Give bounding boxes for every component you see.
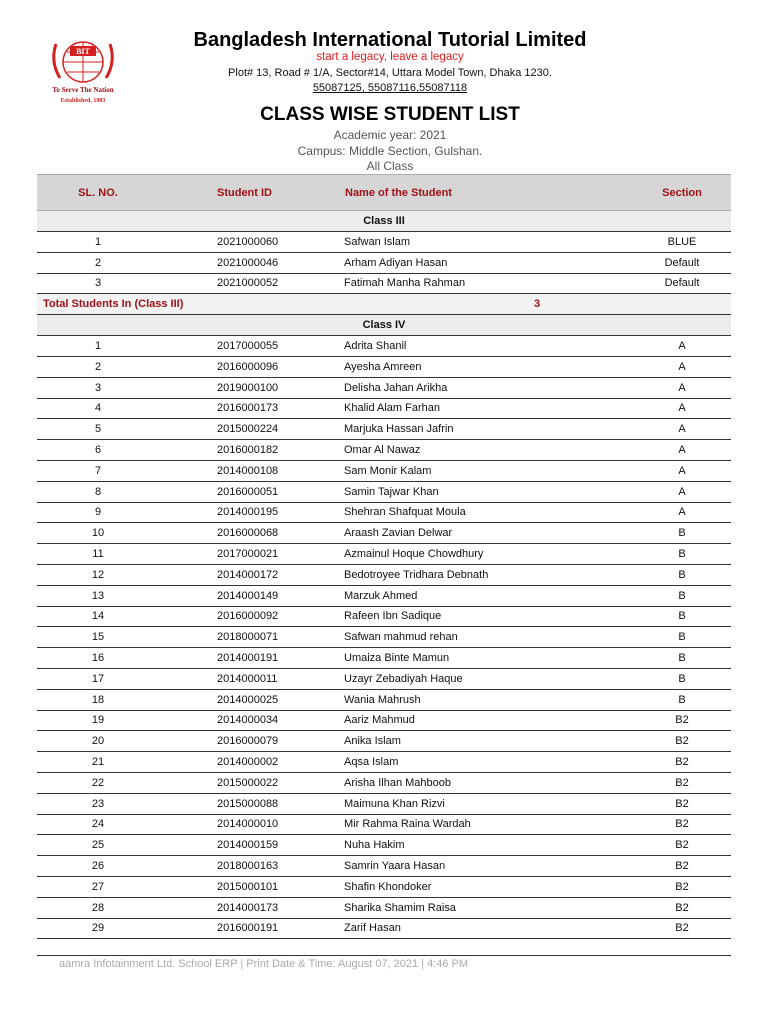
student-id: 2015000101	[159, 876, 344, 897]
student-id: 2021000060	[159, 232, 344, 253]
student-id: 2021000046	[159, 252, 344, 273]
sl-no: 17	[37, 668, 159, 689]
sl-no: 1	[37, 232, 159, 253]
student-name: Samin Tajwar Khan	[344, 481, 633, 502]
sl-no: 12	[37, 564, 159, 585]
col-sl: SL. NO.	[37, 175, 159, 211]
section: B2	[633, 772, 731, 793]
sl-no: 7	[37, 460, 159, 481]
section: A	[633, 336, 731, 357]
student-name: Marjuka Hassan Jafrin	[344, 419, 633, 440]
report-title: CLASS WISE STUDENT LIST	[260, 104, 520, 125]
table-row	[37, 731, 731, 752]
student-id: 2016000173	[159, 398, 344, 419]
table-row	[37, 814, 731, 835]
section: B2	[633, 752, 731, 773]
section: A	[633, 377, 731, 398]
student-id: 2018000163	[159, 856, 344, 877]
student-id: 2014000173	[159, 897, 344, 918]
section: B2	[633, 918, 731, 939]
class-name: Class III	[37, 211, 731, 232]
table-row	[37, 793, 731, 814]
student-id: 2016000096	[159, 356, 344, 377]
student-name: Delisha Jahan Arikha	[344, 377, 633, 398]
student-table	[37, 174, 731, 939]
student-name: Marzuk Ahmed	[344, 585, 633, 606]
student-name: Sharika Shamim Raisa	[344, 897, 633, 918]
sl-no: 13	[37, 585, 159, 606]
svg-text:To Serve The Nation: To Serve The Nation	[52, 86, 114, 94]
sl-no: 16	[37, 648, 159, 669]
student-id: 2015000022	[159, 772, 344, 793]
table-row	[37, 460, 731, 481]
table-row	[37, 835, 731, 856]
student-id: 2016000079	[159, 731, 344, 752]
sl-no: 9	[37, 502, 159, 523]
sl-no: 1	[37, 336, 159, 357]
sl-no: 6	[37, 440, 159, 461]
class-filter: All Class	[366, 159, 414, 173]
table-row	[37, 419, 731, 440]
col-id: Student ID	[159, 175, 344, 211]
student-id: 2015000088	[159, 793, 344, 814]
table-header	[37, 175, 731, 211]
student-name: Rafeen Ibn Sadique	[344, 606, 633, 627]
student-id: 2014000011	[159, 668, 344, 689]
phone-numbers: 55087125, 55087116,55087118	[312, 82, 468, 94]
student-name: Ayesha Amreen	[344, 356, 633, 377]
student-name: Sam Monir Kalam	[344, 460, 633, 481]
section: B2	[633, 876, 731, 897]
section: B	[633, 606, 731, 627]
total-label: Total Students In (Class III)	[37, 294, 344, 315]
student-name: Nuha Hakim	[344, 835, 633, 856]
student-id: 2019000100	[159, 377, 344, 398]
student-name: Anika Islam	[344, 731, 633, 752]
footer	[37, 955, 731, 970]
section: A	[633, 460, 731, 481]
student-id: 2016000092	[159, 606, 344, 627]
sl-no: 3	[37, 273, 159, 294]
section: B2	[633, 731, 731, 752]
student-name: Maimuna Khan Rizvi	[344, 793, 633, 814]
section: B2	[633, 814, 731, 835]
student-id: 2021000052	[159, 273, 344, 294]
section: A	[633, 502, 731, 523]
school-name: Bangladesh International Tutorial Limited	[193, 29, 587, 51]
sl-no: 23	[37, 793, 159, 814]
sl-no: 21	[37, 752, 159, 773]
student-name: Wania Mahrush	[344, 689, 633, 710]
student-name: Azmainul Hoque Chowdhury	[344, 544, 633, 565]
student-id: 2014000010	[159, 814, 344, 835]
student-id: 2014000191	[159, 648, 344, 669]
address: Plot# 13, Road # 1/A, Sector#14, Uttara Model Town, Dhaka 1230.	[228, 67, 552, 79]
student-id: 2014000172	[159, 564, 344, 585]
footer-text: aamra Infotainment Ltd. School ERP | Print Date & Time: August 07, 2021 | 4:46 PM	[59, 958, 469, 970]
class-group-row	[37, 211, 731, 232]
section: B2	[633, 710, 731, 731]
table-row	[37, 440, 731, 461]
sl-no: 5	[37, 419, 159, 440]
academic-year: Academic year: 2021	[333, 128, 447, 142]
class-group-row	[37, 315, 731, 336]
total-row	[37, 294, 731, 315]
table-row	[37, 564, 731, 585]
student-name: Fatimah Manha Rahman	[344, 273, 633, 294]
sl-no: 4	[37, 398, 159, 419]
class-name: Class IV	[37, 315, 731, 336]
student-id: 2014000034	[159, 710, 344, 731]
sl-no: 20	[37, 731, 159, 752]
section: B	[633, 523, 731, 544]
table-row	[37, 710, 731, 731]
section: A	[633, 481, 731, 502]
student-name: Adrita Shanil	[344, 336, 633, 357]
table-row	[37, 356, 731, 377]
sl-no: 28	[37, 897, 159, 918]
student-name: Khalid Alam Farhan	[344, 398, 633, 419]
section: B2	[633, 793, 731, 814]
sl-no: 22	[37, 772, 159, 793]
table-row	[37, 544, 731, 565]
student-name: Umaiza Binte Mamun	[344, 648, 633, 669]
sl-no: 24	[37, 814, 159, 835]
student-id: 2018000071	[159, 627, 344, 648]
student-id: 2016000191	[159, 918, 344, 939]
school-logo	[38, 32, 128, 106]
student-name: Bedotroyee Tridhara Debnath	[344, 564, 633, 585]
section: B	[633, 627, 731, 648]
table-row	[37, 377, 731, 398]
student-id: 2014000025	[159, 689, 344, 710]
svg-text:Established, 1983: Established, 1983	[60, 98, 106, 104]
table-row	[37, 772, 731, 793]
table-row	[37, 523, 731, 544]
total-count: 3	[344, 294, 731, 315]
svg-text:BIT: BIT	[76, 47, 90, 56]
student-id: 2016000182	[159, 440, 344, 461]
student-id: 2014000108	[159, 460, 344, 481]
student-name: Samrin Yaara Hasan	[344, 856, 633, 877]
table-row	[37, 876, 731, 897]
table-row	[37, 252, 731, 273]
student-name: Aqsa Islam	[344, 752, 633, 773]
student-id: 2014000002	[159, 752, 344, 773]
student-name: Arham Adiyan Hasan	[344, 252, 633, 273]
table-row	[37, 648, 731, 669]
section: B	[633, 689, 731, 710]
student-id: 2015000224	[159, 419, 344, 440]
section: B	[633, 668, 731, 689]
student-name: Safwan mahmud rehan	[344, 627, 633, 648]
section: B	[633, 648, 731, 669]
section: Default	[633, 273, 731, 294]
student-name: Shehran Shafquat Moula	[344, 502, 633, 523]
student-name: Uzayr Zebadiyah Haque	[344, 668, 633, 689]
table-row	[37, 502, 731, 523]
sl-no: 19	[37, 710, 159, 731]
student-id: 2014000159	[159, 835, 344, 856]
table-row	[37, 668, 731, 689]
student-name: Aariz Mahmud	[344, 710, 633, 731]
table-row	[37, 897, 731, 918]
sl-no: 15	[37, 627, 159, 648]
table-row	[37, 273, 731, 294]
sl-no: 8	[37, 481, 159, 502]
section: B2	[633, 897, 731, 918]
table-row	[37, 398, 731, 419]
col-name: Name of the Student	[344, 175, 633, 211]
student-name: Araash Zavian Delwar	[344, 523, 633, 544]
table-row	[37, 752, 731, 773]
campus: Campus: Middle Section, Gulshan.	[297, 143, 483, 158]
table-row	[37, 918, 731, 939]
table-row	[37, 606, 731, 627]
table-row	[37, 336, 731, 357]
sl-no: 2	[37, 252, 159, 273]
sl-no: 3	[37, 377, 159, 398]
sl-no: 14	[37, 606, 159, 627]
section: A	[633, 398, 731, 419]
section: B2	[633, 856, 731, 877]
table-row	[37, 689, 731, 710]
table-row	[37, 232, 731, 253]
student-id: 2016000051	[159, 481, 344, 502]
sl-no: 27	[37, 876, 159, 897]
sl-no: 10	[37, 523, 159, 544]
sl-no: 29	[37, 918, 159, 939]
table-row	[37, 627, 731, 648]
section: A	[633, 356, 731, 377]
table-row	[37, 481, 731, 502]
student-name: Arisha Ilhan Mahboob	[344, 772, 633, 793]
section: B	[633, 585, 731, 606]
student-id: 2014000195	[159, 502, 344, 523]
student-id: 2017000021	[159, 544, 344, 565]
section: BLUE	[633, 232, 731, 253]
table-row	[37, 585, 731, 606]
section: Default	[633, 252, 731, 273]
student-name: Zarif Hasan	[344, 918, 633, 939]
student-id: 2017000055	[159, 336, 344, 357]
section: A	[633, 440, 731, 461]
report-meta	[180, 128, 600, 175]
tagline: start a legacy, leave a legacy	[316, 51, 464, 63]
section: A	[633, 419, 731, 440]
sl-no: 11	[37, 544, 159, 565]
student-name: Omar Al Nawaz	[344, 440, 633, 461]
table-row	[37, 856, 731, 877]
section: B2	[633, 835, 731, 856]
student-id: 2016000068	[159, 523, 344, 544]
section: B	[633, 564, 731, 585]
sl-no: 26	[37, 856, 159, 877]
sl-no: 2	[37, 356, 159, 377]
student-name: Shafin Khondoker	[344, 876, 633, 897]
col-section: Section	[633, 175, 731, 211]
sl-no: 25	[37, 835, 159, 856]
sl-no: 18	[37, 689, 159, 710]
student-id: 2014000149	[159, 585, 344, 606]
student-name: Safwan Islam	[344, 232, 633, 253]
section: B	[633, 544, 731, 565]
student-name: Mir Rahma Raina Wardah	[344, 814, 633, 835]
